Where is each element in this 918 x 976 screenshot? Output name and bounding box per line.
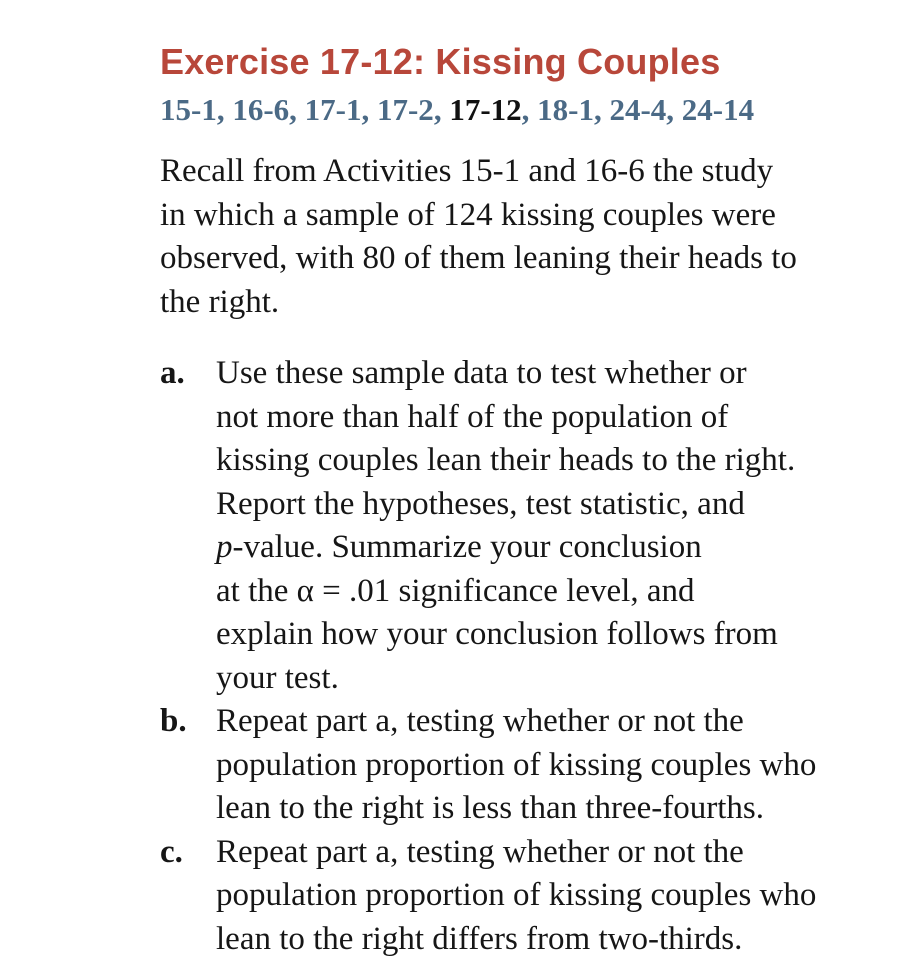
ref-separator: , xyxy=(521,92,538,127)
intro-line: Recall from Activities 15-1 and 16-6 the study xyxy=(160,153,774,189)
part-line: not more than half of the population of xyxy=(216,398,729,435)
ref-link-15-1[interactable]: 15-1 xyxy=(160,92,217,127)
part-letter: c. xyxy=(160,833,183,870)
part-line: lean to the right differs from two-thirds. xyxy=(216,920,743,957)
exercise-intro xyxy=(160,150,880,324)
part-line: Use these sample data to test whether or xyxy=(216,355,747,391)
ref-separator: , xyxy=(216,92,233,127)
part-line: kissing couples lean their heads to the right. xyxy=(216,442,796,478)
ref-link-17-2[interactable]: 17-2 xyxy=(376,92,434,127)
part-line: lean to the right is less than three-fourths. xyxy=(216,790,765,826)
ref-separator: , xyxy=(289,92,305,127)
part-a xyxy=(160,352,876,700)
exercise-parts xyxy=(160,352,880,961)
part-line: population proportion of kissing couples who xyxy=(216,877,817,913)
intro-line: in which a sample of 124 kissing couples were xyxy=(160,196,776,233)
part-line: Report the hypotheses, test statistic, and xyxy=(216,485,745,522)
pvalue-rest: -value. Summarize your conclusion xyxy=(232,529,702,565)
part-c-text xyxy=(216,831,876,962)
part-c xyxy=(160,831,876,962)
part-b xyxy=(160,700,876,831)
part-line-pvalue xyxy=(216,526,876,570)
part-letter: a. xyxy=(160,355,185,391)
part-letter: b. xyxy=(160,703,187,739)
part-line: population proportion of kissing couples who xyxy=(216,746,817,783)
ref-separator: , xyxy=(433,92,450,127)
cross-references xyxy=(160,90,880,130)
ref-current-17-12: 17-12 xyxy=(449,92,522,127)
exercise-title: Exercise 17-12: Kissing Couples xyxy=(160,41,721,82)
intro-line: observed, with 80 of them leaning their heads to xyxy=(160,240,797,276)
ref-separator: , xyxy=(593,92,610,127)
ref-link-18-1[interactable]: 18-1 xyxy=(537,92,594,127)
part-b-text xyxy=(216,700,876,831)
ref-link-17-1[interactable]: 17-1 xyxy=(304,92,362,127)
pvalue-italic: p xyxy=(216,529,233,565)
part-line: your test. xyxy=(216,659,339,696)
part-line: explain how your conclusion follows from xyxy=(216,616,778,652)
ref-link-24-4[interactable]: 24-4 xyxy=(609,92,667,127)
ref-link-16-6[interactable]: 16-6 xyxy=(232,92,290,127)
intro-line: the right. xyxy=(160,283,280,320)
part-a-text xyxy=(216,352,876,700)
exercise-page xyxy=(160,40,880,961)
ref-separator: , xyxy=(361,92,377,127)
part-line: at the α = .01 significance level, and xyxy=(216,572,695,609)
ref-link-24-14[interactable]: 24-14 xyxy=(681,92,755,127)
ref-separator: , xyxy=(666,92,682,127)
part-line: Repeat part a, testing whether or not the xyxy=(216,833,744,870)
part-line: Repeat part a, testing whether or not the xyxy=(216,703,744,739)
